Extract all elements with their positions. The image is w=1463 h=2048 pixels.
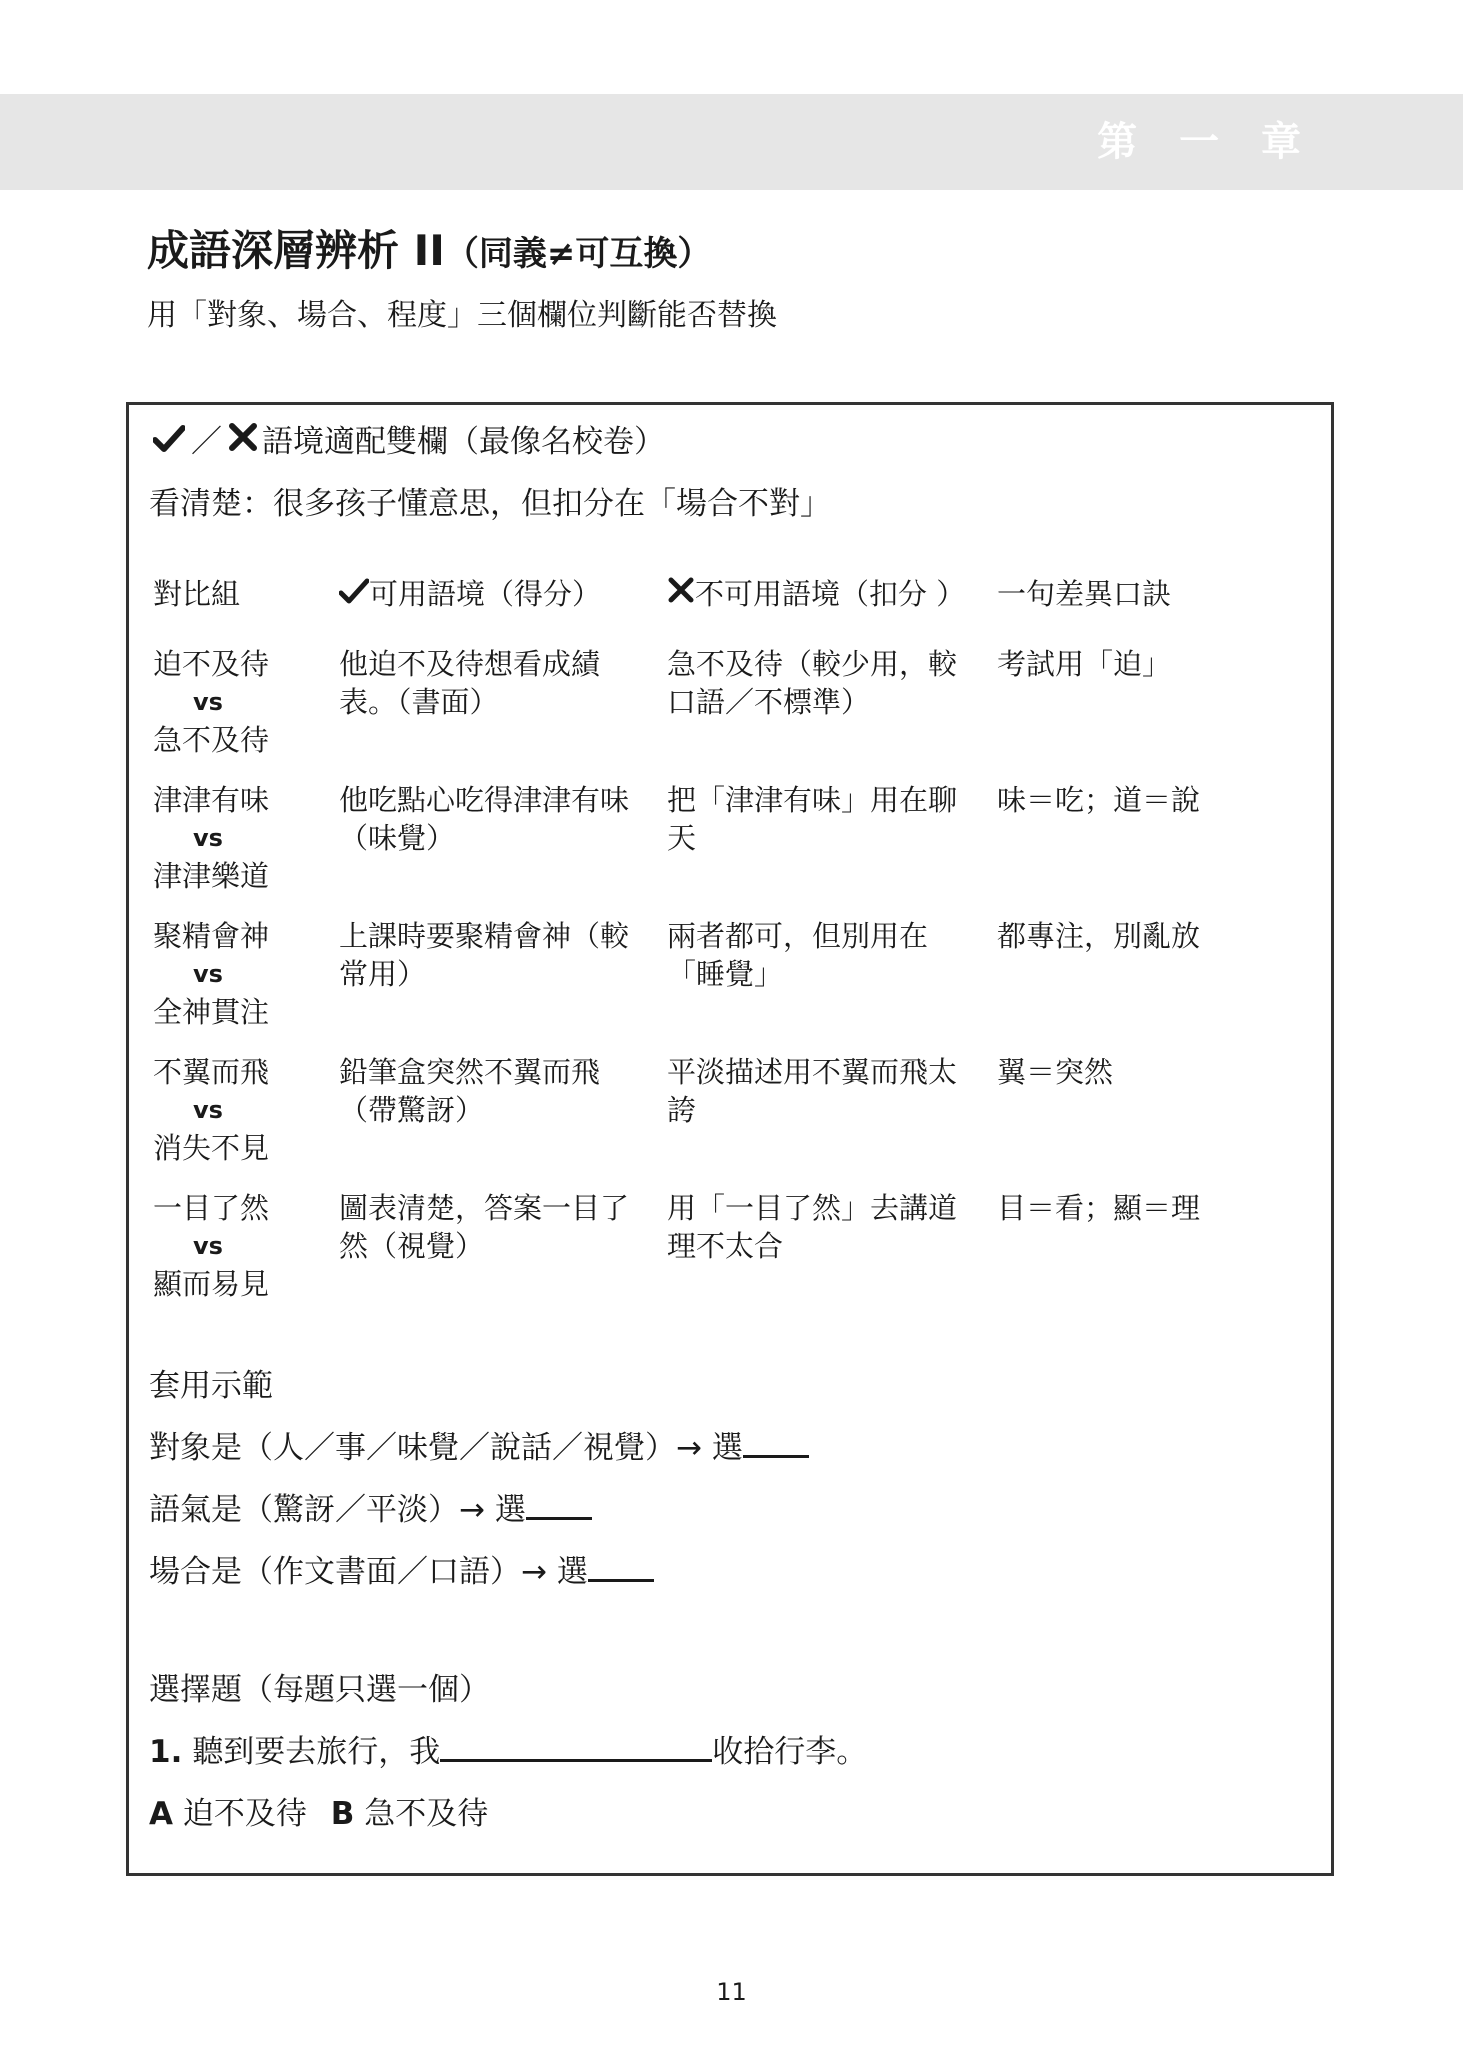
content-box — [126, 402, 1334, 1876]
mcq-heading: 選擇題（每題只選一個） — [149, 1672, 490, 1708]
idiom-b: 全神貫注 — [153, 995, 270, 1029]
option-b-letter: B — [330, 1796, 355, 1832]
pair-cell — [153, 917, 323, 1031]
bad-context: 平淡描述用不翼而飛太誇 — [667, 1055, 958, 1127]
cross-icon — [228, 417, 258, 467]
cross-icon — [667, 573, 695, 615]
bad-context: 急不及待（較少用，較口語／不標準） — [667, 647, 958, 719]
idiom-a: 不翼而飛 — [153, 1055, 270, 1089]
idiom-b: 津津樂道 — [153, 859, 270, 893]
box-title-text: 語境適配雙欄（最像名校卷） — [262, 424, 665, 460]
box-title — [153, 417, 665, 467]
page-title — [147, 222, 711, 283]
vs-label: vs — [193, 824, 223, 852]
tip-cell: 都專注，別亂放 — [997, 919, 1201, 953]
question-after: 收拾行李。 — [712, 1734, 868, 1770]
page-subtitle: 用「對象、場合、程度」三個欄位判斷能否替換 — [147, 298, 777, 333]
vs-label: vs — [193, 1096, 223, 1124]
chapter-label: 第 一 章 — [1097, 119, 1315, 165]
box-note: 看清楚：很多孩子懂意思，但扣分在「場合不對」 — [149, 486, 831, 522]
header-ok-label: 可用語境（得分） — [369, 577, 602, 611]
header-bad-label: 不可用語境（扣分 ） — [695, 577, 966, 611]
bad-context: 用「一目了然」去講道理不太合 — [667, 1191, 958, 1263]
tip-cell: 目＝看；顯＝理 — [997, 1191, 1201, 1225]
vs-label: vs — [193, 960, 223, 988]
apply-text: 對象是（人／事／味覺／說話／視覺）→ 選 — [149, 1430, 743, 1466]
title-main: 成語深層辨析 II — [147, 226, 445, 275]
bad-context: 把「津津有味」用在聊天 — [667, 783, 958, 855]
ok-context: 上課時要聚精會神（較常用） — [339, 919, 630, 991]
check-icon — [153, 417, 185, 467]
header-ok — [339, 573, 601, 615]
idiom-a: 迫不及待 — [153, 647, 270, 681]
check-icon — [339, 573, 369, 615]
apply-heading: 套用示範 — [149, 1368, 273, 1404]
apply-line — [149, 1485, 592, 1535]
idiom-a: 津津有味 — [153, 783, 270, 817]
ok-context: 他吃點心吃得津津有味（味覺） — [339, 783, 630, 855]
ok-context: 他迫不及待想看成績表。（書面） — [339, 647, 601, 719]
header-bad — [667, 573, 965, 615]
pair-cell — [153, 645, 323, 759]
ok-context: 鉛筆盒突然不翼而飛（帶驚訝） — [339, 1055, 601, 1127]
tip-cell: 味＝吃；道＝說 — [997, 783, 1201, 817]
answer-blank[interactable] — [588, 1549, 654, 1582]
idiom-a: 聚精會神 — [153, 919, 270, 953]
bad-context: 兩者都可，但別用在「睡覺」 — [667, 919, 929, 991]
answer-blank[interactable] — [743, 1425, 809, 1458]
vs-label: vs — [193, 688, 223, 716]
answer-blank[interactable] — [526, 1487, 592, 1520]
vs-label: vs — [193, 1232, 223, 1260]
idiom-b: 急不及待 — [153, 723, 270, 757]
option-a-letter: A — [149, 1796, 173, 1832]
pair-cell — [153, 781, 323, 895]
header-pair: 對比組 — [153, 577, 241, 611]
ok-context: 圖表清楚，答案一目了然（視覺） — [339, 1191, 630, 1263]
apply-line — [149, 1423, 809, 1473]
header-tip: 一句差異口訣 — [997, 577, 1172, 611]
pair-cell — [153, 1053, 323, 1167]
page-number: 11 — [716, 1978, 747, 2006]
option-b[interactable] — [331, 1796, 489, 1832]
apply-text: 場合是（作文書面／口語）→ 選 — [149, 1554, 588, 1590]
mcq-question — [149, 1727, 867, 1777]
apply-text: 語氣是（驚訝／平淡）→ 選 — [149, 1492, 526, 1528]
question-blank[interactable] — [440, 1729, 712, 1762]
title-suffix: （同義≠可互換） — [444, 234, 712, 274]
pair-cell — [153, 1189, 323, 1303]
option-a[interactable] — [149, 1796, 307, 1832]
idiom-a: 一目了然 — [153, 1191, 270, 1225]
option-b-text: 急不及待 — [364, 1796, 489, 1832]
apply-line — [149, 1547, 654, 1597]
mcq-options — [149, 1789, 488, 1839]
title-separator: ／ — [191, 424, 222, 460]
tip-cell: 考試用「迫」 — [997, 647, 1172, 681]
idiom-b: 顯而易見 — [153, 1267, 270, 1301]
idiom-b: 消失不見 — [153, 1131, 270, 1165]
question-number: 1. — [149, 1734, 183, 1770]
option-a-text: 迫不及待 — [182, 1796, 307, 1832]
question-before: 聽到要去旅行，我 — [192, 1734, 441, 1770]
tip-cell: 翼＝突然 — [997, 1055, 1114, 1089]
